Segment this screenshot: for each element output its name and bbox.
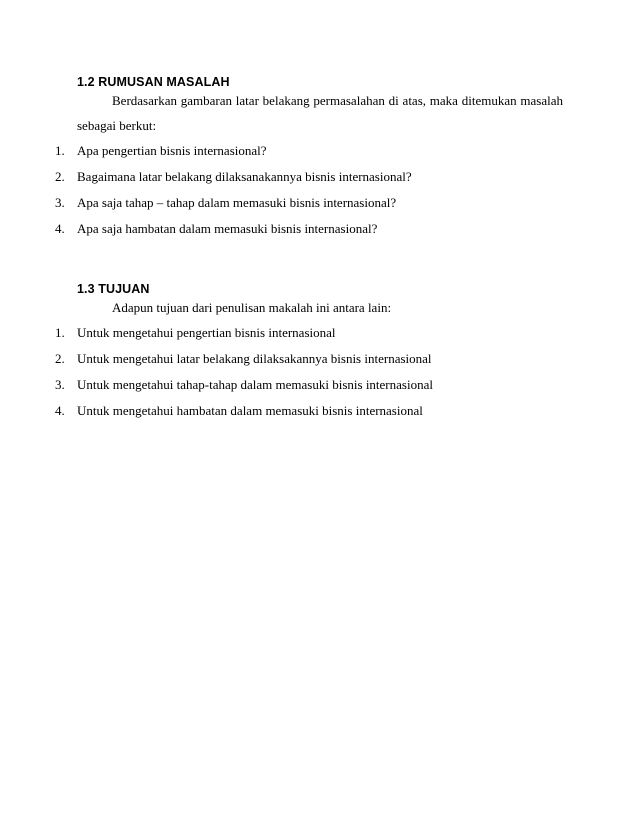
list-item <box>55 221 377 237</box>
list-text: Untuk mengetahui hambatan dalam memasuki bisnis internasional <box>77 403 423 418</box>
list-text: Untuk mengetahui pengertian bisnis internasional <box>77 325 336 340</box>
list-text: Untuk mengetahui latar belakang dilaksakannya bisnis internasional <box>77 351 432 366</box>
list-text: Bagaimana latar belakang dilaksanakannya bisnis internasional? <box>77 169 412 184</box>
list-item <box>55 377 433 393</box>
list-number: 4. <box>55 221 65 236</box>
list-item <box>55 169 412 185</box>
list-number: 2. <box>55 169 65 184</box>
list-number: 3. <box>55 377 65 392</box>
rumusan-intro-line-1: Berdasarkan gambaran latar belakang permasalahan di atas, maka ditemukan masalah <box>112 93 563 108</box>
list-item <box>55 143 267 159</box>
list-item <box>55 351 432 367</box>
list-item <box>55 403 423 419</box>
list-text: Apa saja hambatan dalam memasuki bisnis internasional? <box>77 221 378 236</box>
rumusan-intro-line-2: sebagai berkut: <box>77 118 157 133</box>
section-heading-tujuan: 1.3 TUJUAN <box>77 282 150 296</box>
list-item <box>55 195 396 211</box>
list-number: 1. <box>55 143 65 158</box>
list-text: Apa pengertian bisnis internasional? <box>77 143 267 158</box>
list-number: 1. <box>55 325 65 340</box>
list-number: 3. <box>55 195 65 210</box>
list-number: 4. <box>55 403 65 418</box>
tujuan-intro: Adapun tujuan dari penulisan makalah ini antara lain: <box>112 300 392 315</box>
list-item <box>55 325 336 341</box>
list-text: Apa saja tahap – tahap dalam memasuki bisnis internasional? <box>77 195 397 210</box>
section-heading-rumusan-masalah: 1.2 RUMUSAN MASALAH <box>77 75 230 89</box>
list-number: 2. <box>55 351 65 366</box>
list-text: Untuk mengetahui tahap-tahap dalam memasuki bisnis internasional <box>77 377 433 392</box>
